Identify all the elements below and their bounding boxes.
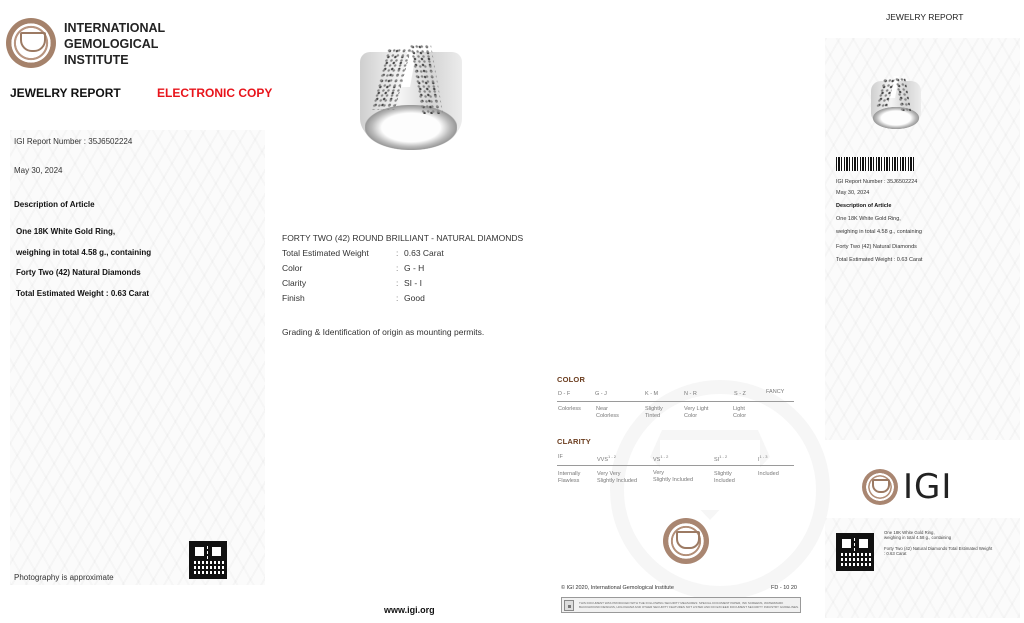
- stone-heading: FORTY TWO (42) ROUND BRILLIANT - NATURAL DIAMONDS: [282, 233, 524, 243]
- color-grade: N - R: [684, 391, 697, 397]
- color-grade: S - Z: [734, 391, 746, 397]
- website-link[interactable]: www.igi.org: [384, 605, 435, 615]
- clarity-desc: Slightly Included: [714, 471, 735, 484]
- description-line: Total Estimated Weight : 0.63 Carat: [16, 289, 150, 298]
- right-description-heading: Description of Article: [836, 203, 892, 209]
- report-title: JEWELRY REPORT: [10, 86, 121, 100]
- ring-inner: [873, 107, 919, 129]
- color-scale-title: COLOR: [557, 375, 586, 384]
- spec-label: Color: [282, 263, 303, 273]
- spec-label: Clarity: [282, 278, 307, 288]
- org-name-line: INTERNATIONAL: [64, 21, 166, 35]
- photo-note: Photography is approximate: [14, 573, 114, 582]
- right-report-title: JEWELRY REPORT: [886, 12, 964, 22]
- color-grade: D - F: [558, 391, 571, 397]
- spec-separator: :: [396, 263, 399, 273]
- left-details-panel: [10, 130, 265, 585]
- igi-seal-logo: [6, 18, 56, 68]
- color-scale-divider: [557, 401, 794, 402]
- clarity-grade: VVS$^{1 - 2}$: [597, 454, 617, 463]
- barcode-icon: [836, 157, 914, 171]
- stub-line: Forty Two (42) Natural Diamonds Total Estimated Weight: [884, 546, 993, 551]
- right-description-line: One 18K White Gold Ring,: [836, 216, 901, 222]
- clarity-desc: Included: [758, 471, 779, 477]
- clarity-grade: IF: [558, 454, 563, 460]
- right-description-line: weighing in total 4.58 g., containing: [836, 229, 922, 235]
- form-code: FD - 10 20: [771, 585, 797, 591]
- spec-separator: :: [396, 293, 399, 303]
- clarity-desc: Very Slightly Included: [653, 470, 694, 483]
- description-line: weighing in total 4.58 g., containing: [16, 248, 152, 257]
- clarity-grade: VS$^{1 - 2}$: [653, 454, 669, 463]
- clarity-scale-divider: [557, 465, 794, 466]
- igi-seal-icon: [663, 518, 709, 564]
- color-grade: K - M: [645, 391, 659, 397]
- right-description-line: Forty Two (42) Natural Diamonds: [836, 244, 917, 250]
- qr-code-icon[interactable]: [189, 541, 227, 579]
- clarity-grade: $I^{1 - 3}$: [758, 454, 768, 463]
- copyright-note: © IGI 2020, International Gemological Institute: [561, 585, 674, 591]
- description-line: One 18K White Gold Ring,: [16, 227, 116, 236]
- lock-icon: [564, 600, 574, 611]
- ring-thumbnail: [867, 75, 925, 130]
- stub-line: : 0.63 Carat: [884, 551, 907, 556]
- description-line: Forty Two (42) Natural Diamonds: [16, 268, 141, 277]
- color-desc: Colorless: [558, 406, 581, 412]
- color-desc: Very Light Color: [684, 406, 709, 419]
- clarity-desc: Internally Flawless: [558, 471, 581, 484]
- color-desc: Slightly Tinted: [645, 406, 663, 419]
- spec-value: G - H: [404, 263, 425, 273]
- spec-value: 0.63 Carat: [404, 248, 444, 258]
- org-name-line: INSTITUTE: [64, 53, 129, 67]
- stub-line: One 18K White Gold Ring,: [884, 530, 935, 535]
- spec-value: SI - I: [404, 278, 422, 288]
- report-date: May 30, 2024: [14, 166, 63, 175]
- org-name-line: GEMOLOGICAL: [64, 37, 159, 51]
- clarity-grade: SI$^{1 - 2}$: [714, 454, 728, 463]
- grading-note: Grading & Identification of origin as mounting permits.: [282, 327, 485, 337]
- igi-seal-icon: [862, 469, 898, 505]
- spec-label: Total Estimated Weight: [282, 248, 369, 258]
- spec-separator: :: [396, 278, 399, 288]
- spec-separator: :: [396, 248, 399, 258]
- stub-line: weighing in total 4.58 g., containing: [884, 535, 952, 540]
- igi-brand-logo: IGI: [903, 467, 953, 507]
- ring-photo: [355, 40, 470, 155]
- color-grade: G - J: [595, 391, 607, 397]
- clarity-desc: Very Very Slightly Included: [597, 471, 638, 484]
- security-notice: [561, 597, 801, 613]
- color-desc: Near Colorless: [596, 406, 619, 419]
- electronic-copy-label: ELECTRONIC COPY: [157, 86, 273, 100]
- color-desc: Light Color: [733, 406, 747, 419]
- spec-label: Finish: [282, 293, 305, 303]
- description-heading: Description of Article: [14, 200, 95, 209]
- clarity-scale-title: CLARITY: [557, 437, 591, 446]
- ring-inner: [365, 105, 457, 150]
- security-text: THIS DOCUMENT WAS PRODUCED WITH THE FOLLOWING SECURITY MEASURES: SPECIAL DOCUMENT PAPER, INK SCREENS, WATERMARK BACKGROUND DESIGNS, HOLOGRAM AND OTHER SECURITY FEATURES NOT LISTED AND DO EXCEED DOCUMENT SECURITY INDUSTRY GUIDELINES.: [579, 601, 799, 609]
- report-number: IGI Report Number : 35J6502224: [14, 137, 133, 146]
- organization-name: [64, 20, 165, 68]
- right-report-number: IGI Report Number : 35J6502224: [836, 179, 918, 185]
- qr-code-icon[interactable]: [836, 533, 874, 571]
- right-description-line: Total Estimated Weight : 0.63 Carat: [836, 257, 923, 263]
- spec-value: Good: [404, 293, 425, 303]
- color-grade: FANCY: [766, 389, 785, 395]
- right-report-date: May 30, 2024: [836, 190, 870, 196]
